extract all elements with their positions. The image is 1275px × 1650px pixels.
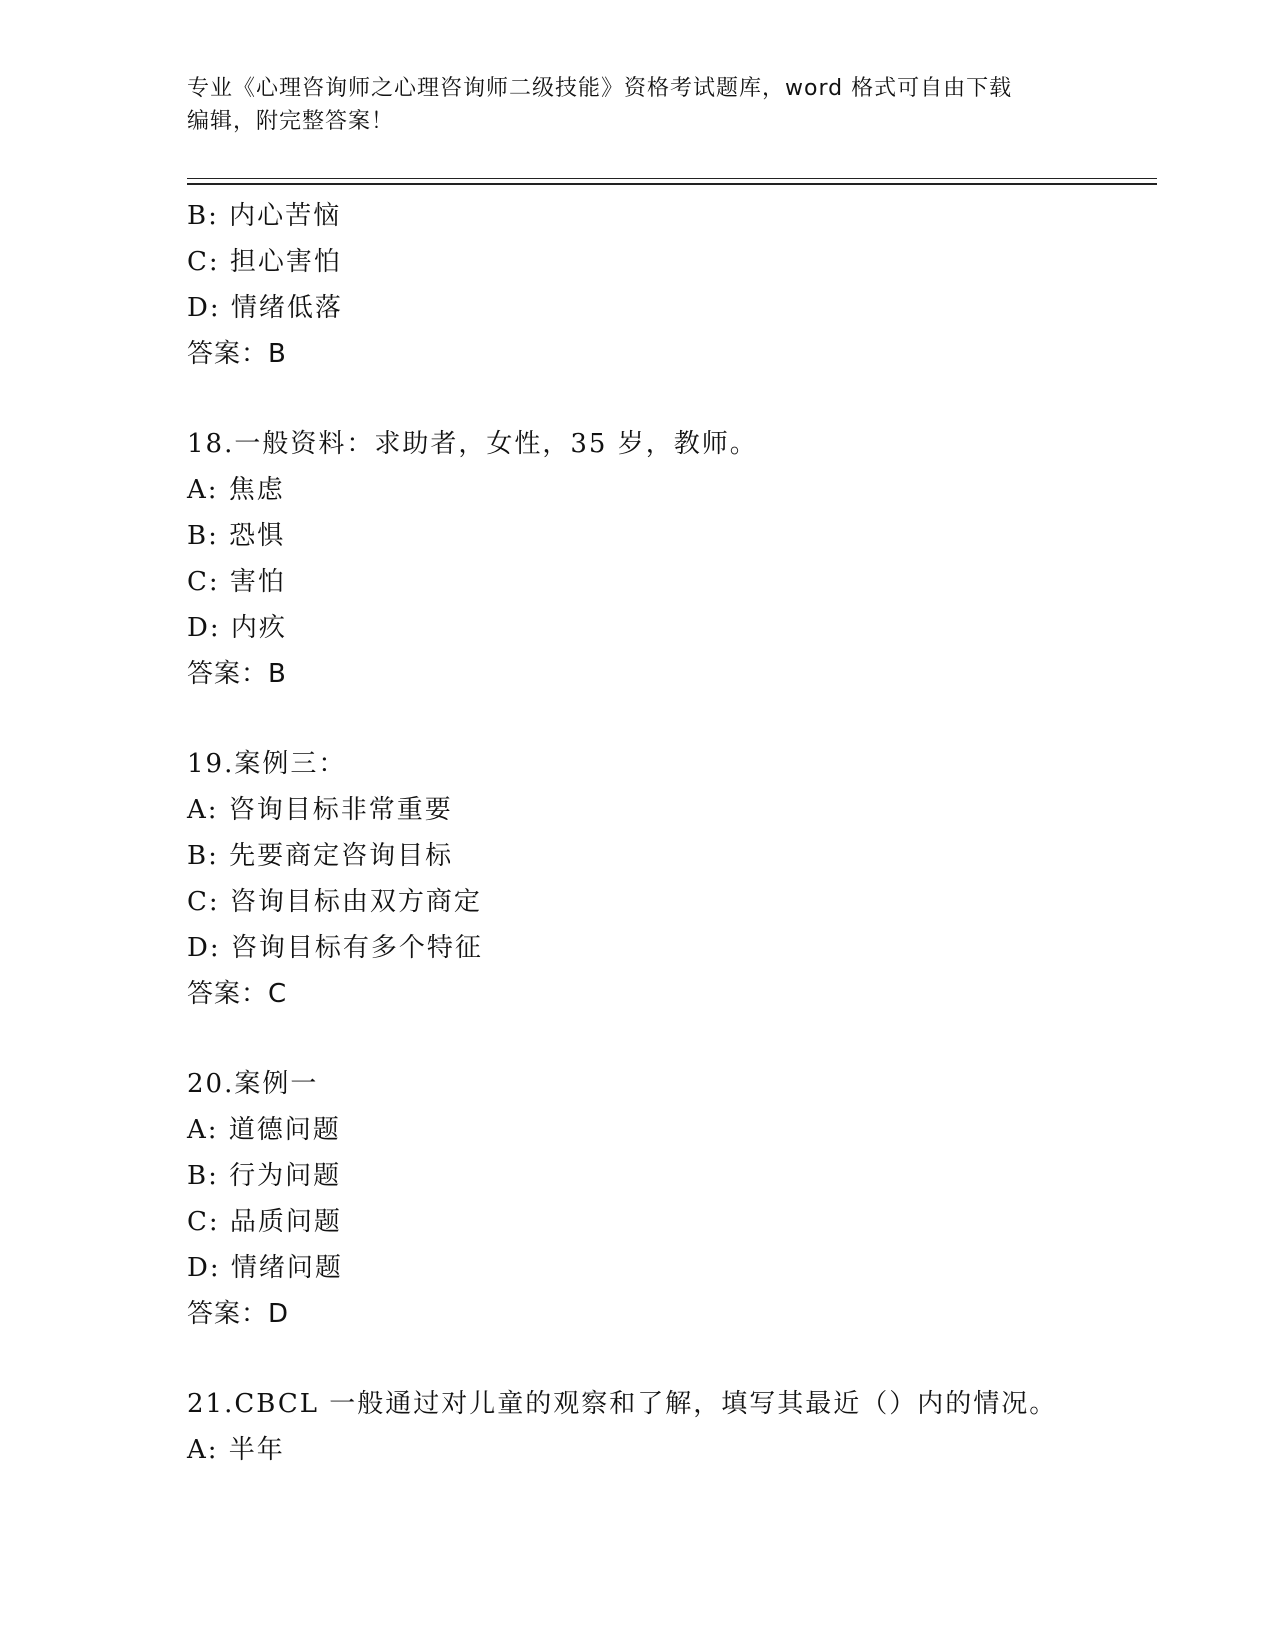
question-list [187,193,1147,1473]
option-c: C: 担心害怕 [187,247,342,277]
question-stem: 20.案例一 [187,1069,319,1099]
document-header [187,72,1067,138]
question-stem: 18.一般资料：求助者，女性，35 岁，教师。 [187,429,758,459]
question-18 [187,421,1147,697]
answer: 答案：B [187,659,287,689]
question-20 [187,1061,1147,1337]
option-d: D: 咨询目标有多个特征 [187,933,483,963]
option-b: B: 先要商定咨询目标 [187,841,454,871]
answer: 答案：C [187,979,288,1009]
question-stem: 21.CBCL 一般通过对儿童的观察和了解，填写其最近（）内的情况。 [187,1389,1058,1419]
question-stem: 19.案例三： [187,749,347,779]
header-divider-thin [187,178,1157,179]
option-a: A: 焦虑 [187,475,285,505]
option-c: C: 品质问题 [187,1207,342,1237]
answer: 答案：D [187,1299,290,1329]
question-carryover [187,193,1147,377]
option-b: B: 行为问题 [187,1161,342,1191]
option-a: A: 咨询目标非常重要 [187,795,453,825]
header-line-1: 专业《心理咨询师之心理咨询师二级技能》资格考试题库，word 格式可自由下载 [187,76,1013,101]
question-21 [187,1381,1147,1473]
header-line-2: 编辑，附完整答案！ [187,109,395,134]
option-b: B: 恐惧 [187,521,286,551]
option-c: C: 咨询目标由双方商定 [187,887,482,917]
option-a: A: 半年 [187,1435,285,1465]
option-d: D: 情绪低落 [187,293,343,323]
option-b: B: 内心苦恼 [187,201,342,231]
option-d: D: 内疚 [187,613,287,643]
option-d: D: 情绪问题 [187,1253,343,1283]
option-c: C: 害怕 [187,567,286,597]
question-19 [187,741,1147,1017]
option-a: A: 道德问题 [187,1115,341,1145]
answer: 答案：B [187,339,287,369]
header-divider-thick [187,183,1157,185]
